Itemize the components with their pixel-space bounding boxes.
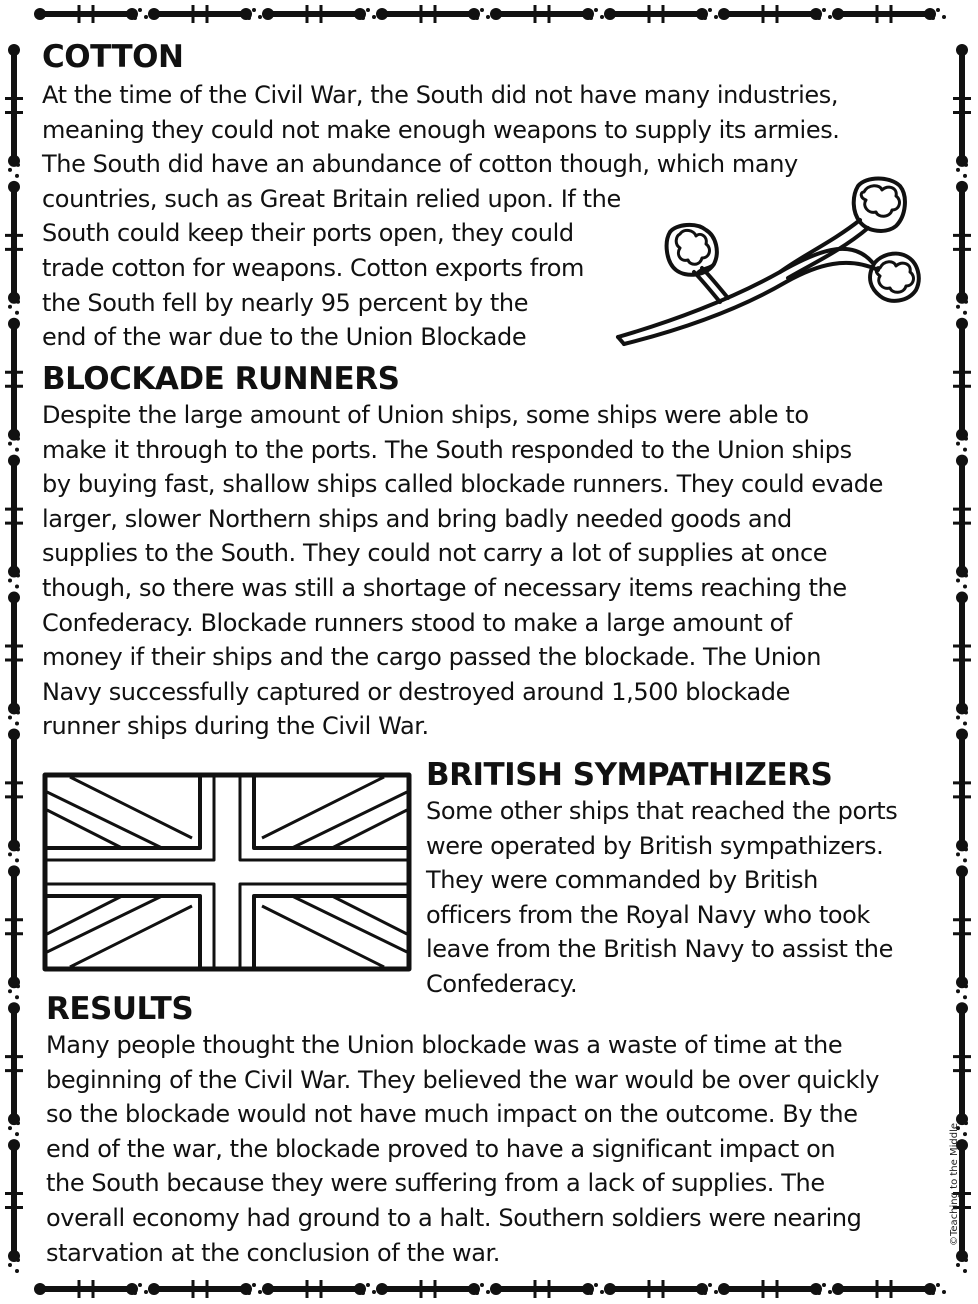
- text-line: by buying fast, shallow ships called blockade runners. They could evade: [42, 470, 883, 499]
- text-line: officers from the Royal Navy who took: [426, 900, 870, 929]
- text-line: end of the war due to the Union Blockade: [42, 323, 527, 352]
- results-heading: RESULTS: [46, 991, 194, 1027]
- text-line: though, so there was still a shortage of necessary items reaching the: [42, 573, 847, 602]
- text-line: Confederacy. Blockade runners stood to make a large amount of: [42, 608, 792, 637]
- text-line: meaning they could not make enough weapons to supply its armies.: [42, 115, 840, 144]
- text-line: Confederacy.: [426, 969, 578, 998]
- text-line: supplies to the South. They could not carry a lot of supplies at once: [42, 539, 828, 568]
- text-line: South could keep their ports open, they could: [42, 219, 574, 248]
- text-line: beginning of the Civil War. They believed the war would be over quickly: [46, 1065, 880, 1094]
- copyright-credit: ©Teaching to the Middle: [949, 1122, 960, 1246]
- text-line: money if their ships and the cargo passed the blockade. The Union: [42, 643, 822, 672]
- text-line: trade cotton for weapons. Cotton exports from: [42, 253, 584, 282]
- results-paragraph: [46, 1028, 879, 1270]
- text-line: At the time of the Civil War, the South did not have many industries,: [42, 81, 839, 109]
- text-line: so the blockade would not have much impact on the outcome. By the: [46, 1100, 858, 1129]
- text-line: runner ships during the Civil War.: [42, 712, 429, 741]
- union-jack-flag-icon: [42, 772, 414, 972]
- text-line: were operated by British sympathizers.: [426, 831, 884, 860]
- text-line: starvation at the conclusion of the war.: [46, 1238, 501, 1267]
- text-line: They were commanded by British: [426, 866, 818, 895]
- text-line: The South did have an abundance of cotton though, which many: [42, 150, 798, 179]
- text-line: larger, slower Northern ships and bring badly needed goods and: [42, 504, 792, 533]
- text-line: the South fell by nearly 95 percent by the: [42, 288, 529, 317]
- british-sympathizers-paragraph: [426, 794, 897, 1002]
- cotton-branch-icon: [610, 172, 930, 352]
- text-line: leave from the British Navy to assist the: [426, 935, 893, 964]
- text-line: overall economy had ground to a halt. Southern soldiers were nearing: [46, 1203, 862, 1232]
- text-line: Some other ships that reached the ports: [426, 797, 898, 825]
- cotton-heading: COTTON: [42, 39, 184, 75]
- text-line: Many people thought the Union blockade was a waste of time at the: [46, 1031, 843, 1059]
- text-line: Despite the large amount of Union ships, some ships were able to: [42, 401, 809, 429]
- blockade-runners-heading: BLOCKADE RUNNERS: [42, 361, 400, 397]
- text-line: countries, such as Great Britain relied upon. If the: [42, 184, 621, 213]
- british-sympathizers-heading: BRITISH SYMPATHIZERS: [426, 757, 833, 793]
- text-line: make it through to the ports. The South responded to the Union ships: [42, 435, 852, 464]
- text-line: Navy successfully captured or destroyed around 1,500 blockade: [42, 677, 790, 706]
- blockade-runners-paragraph: [42, 398, 883, 744]
- text-line: end of the war, the blockade proved to have a significant impact on: [46, 1134, 836, 1163]
- text-line: the South because they were suffering from a lack of supplies. The: [46, 1169, 825, 1198]
